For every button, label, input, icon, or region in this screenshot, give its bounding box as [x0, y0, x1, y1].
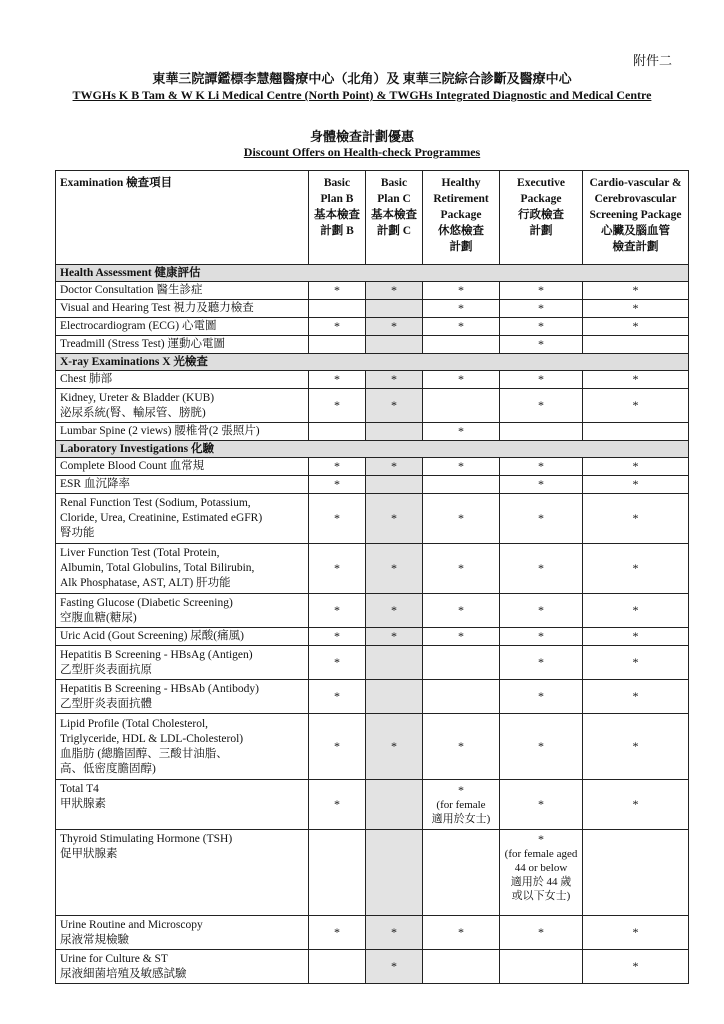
empty-cell [309, 336, 366, 354]
mark-cell: * [423, 371, 500, 389]
mark-cell: * [423, 423, 500, 441]
mark-cell: * [309, 714, 366, 780]
mark-cell: * [583, 282, 689, 300]
mark-cell: * [366, 950, 423, 984]
table-row [56, 646, 689, 680]
column-header-basic-plan-c: Basic Plan C 基本檢查 計劃 C [366, 171, 423, 265]
mark-cell: * [583, 544, 689, 594]
empty-cell [366, 680, 423, 714]
exam-item: Urine for Culture & ST 尿液細菌培殖及敏感試驗 [56, 950, 309, 984]
exam-item: Uric Acid (Gout Screening) 尿酸(痛風) [56, 628, 309, 646]
empty-cell [309, 300, 366, 318]
section-row [56, 265, 689, 282]
table-row [56, 282, 689, 300]
mark-cell: * [583, 300, 689, 318]
mark-cell: * [366, 544, 423, 594]
mark-cell: * [366, 916, 423, 950]
mark-cell: * [309, 476, 366, 494]
mark-cell: * [366, 282, 423, 300]
empty-cell [423, 646, 500, 680]
mark-cell: * [423, 544, 500, 594]
mark-cell: * [309, 544, 366, 594]
mark-cell: * [583, 389, 689, 423]
mark-cell: * [309, 646, 366, 680]
mark-cell: * [309, 594, 366, 628]
empty-cell [366, 646, 423, 680]
table-row [56, 830, 689, 916]
section-row [56, 354, 689, 371]
empty-cell [583, 423, 689, 441]
empty-cell [583, 336, 689, 354]
section-row [56, 441, 689, 458]
empty-cell [366, 423, 423, 441]
exam-item: Visual and Hearing Test 視力及聽力檢查 [56, 300, 309, 318]
mark-cell: * [309, 916, 366, 950]
empty-cell [423, 830, 500, 916]
table-row [56, 423, 689, 441]
mark-cell: * [366, 318, 423, 336]
mark-cell: * [583, 494, 689, 544]
exam-item: Liver Function Test (Total Protein, Albumin, Total Globulins, Total Bilirubin, Alk Phosphatase, AST, ALT) 肝功能 [56, 544, 309, 594]
mark-cell: * [500, 680, 583, 714]
mark-cell: * [366, 371, 423, 389]
subtitle-chinese: 身體檢查計劃優惠 [309, 129, 414, 144]
column-header-examination: Examination 檢查項目 [56, 171, 309, 265]
table-row [56, 336, 689, 354]
mark-cell: * [583, 476, 689, 494]
empty-cell [423, 336, 500, 354]
exam-item: Lumbar Spine (2 views) 腰椎骨(2 張照片) [56, 423, 309, 441]
mark-cell: * [500, 476, 583, 494]
exam-item: Electrocardiogram (ECG) 心電圖 [56, 318, 309, 336]
column-header-healthy-retirement: Healthy Retirement Package 休悠檢查 計劃 [423, 171, 500, 265]
mark-cell: * [583, 371, 689, 389]
mark-cell: * [500, 371, 583, 389]
mark-cell: * [366, 494, 423, 544]
mark-cell: * [583, 646, 689, 680]
mark-cell: * [500, 494, 583, 544]
mark-cell: * [500, 300, 583, 318]
mark-cell: * [500, 336, 583, 354]
mark-cell: * [366, 714, 423, 780]
section-heading: X-ray Examinations X 光檢查 [56, 354, 689, 371]
mark-cell: * [309, 680, 366, 714]
mark-cell: * [500, 318, 583, 336]
mark-cell: * [500, 282, 583, 300]
column-header-cardio-vascular: Cardio-vascular & Cerebrovascular Screening Package 心臟及腦血管 檢查計劃 [583, 171, 689, 265]
mark-cell: * [583, 628, 689, 646]
empty-cell [500, 423, 583, 441]
mark-cell: * [583, 680, 689, 714]
mark-cell: * [423, 282, 500, 300]
exam-item: Hepatitis B Screening - HBsAg (Antigen) 乙型肝炎表面抗原 [56, 646, 309, 680]
note-female: (for female 適用於女士) [431, 799, 491, 825]
mark-cell: * [309, 494, 366, 544]
mark-cell: * [500, 628, 583, 646]
empty-cell [366, 336, 423, 354]
mark-cell: * [309, 780, 366, 830]
mark-cell: * [500, 714, 583, 780]
mark-cell: * [423, 318, 500, 336]
table-row [56, 594, 689, 628]
table-row [56, 714, 689, 780]
mark-cell: * [583, 714, 689, 780]
exam-item: Complete Blood Count 血常規 [56, 458, 309, 476]
exam-item: ESR 血沉降率 [56, 476, 309, 494]
table-header-row [56, 171, 689, 265]
exam-item: Lipid Profile (Total Cholesterol, Triglyceride, HDL & LDL-Cholesterol) 血脂肪 (總膽固醇、三酸甘油脂、 高、低密度膽固醇) [56, 714, 309, 780]
empty-cell [423, 950, 500, 984]
mark-cell: * [423, 458, 500, 476]
exam-item: Renal Function Test (Sodium, Potassium, Cloride, Urea, Creatinine, Estimated eGFR) 腎功能 [56, 494, 309, 544]
mark-cell: * [366, 594, 423, 628]
mark-cell: * [500, 544, 583, 594]
mark-cell: * [583, 916, 689, 950]
mark-cell: * [423, 714, 500, 780]
empty-cell [500, 950, 583, 984]
mark-cell: * [423, 628, 500, 646]
mark-cell: * [309, 458, 366, 476]
empty-cell [583, 830, 689, 916]
mark-cell: * [309, 318, 366, 336]
mark-cell: * [309, 628, 366, 646]
mark-cell: * [366, 389, 423, 423]
mark-cell-with-note: * (for female aged 44 or below 適用於 44 歲 或以下女士) [500, 830, 583, 916]
mark-cell: * [500, 594, 583, 628]
table-row [56, 494, 689, 544]
column-header-basic-plan-b: Basic Plan B 基本檢查 計劃 B [309, 171, 366, 265]
mark-cell-with-note: * (for female 適用於女士) [423, 780, 500, 830]
mark-cell: * [423, 916, 500, 950]
mark-cell: * [423, 494, 500, 544]
exam-item: Total T4 甲狀腺素 [56, 780, 309, 830]
title-chinese: 東華三院譚鑑標李慧翹醫療中心（北角）及 東華三院綜合診斷及醫療中心 [152, 71, 572, 86]
empty-cell [366, 300, 423, 318]
table-row [56, 371, 689, 389]
empty-cell [423, 680, 500, 714]
mark-cell: * [309, 389, 366, 423]
mark-cell: * [309, 371, 366, 389]
exam-item: Doctor Consultation 醫生診症 [56, 282, 309, 300]
empty-cell [309, 423, 366, 441]
table-row [56, 780, 689, 830]
mark-cell: * [500, 916, 583, 950]
mark-cell: * [500, 389, 583, 423]
table-row [56, 458, 689, 476]
mark-cell: * [500, 458, 583, 476]
section-heading: Laboratory Investigations 化驗 [56, 441, 689, 458]
exam-item: Kidney, Ureter & Bladder (KUB) 泌尿系統(腎、輸尿管、膀胱) [56, 389, 309, 423]
section-heading: Health Assessment 健康評估 [56, 265, 689, 282]
table-row [56, 916, 689, 950]
mark-cell: * [583, 318, 689, 336]
subtitle-english: Discount Offers on Health-check Programmes [243, 145, 481, 159]
mark-cell: * [366, 628, 423, 646]
empty-cell [366, 830, 423, 916]
mark-cell: * [583, 458, 689, 476]
mark-cell: * [423, 300, 500, 318]
title-english: TWGHs K B Tam & W K Li Medical Centre (North Point) & TWGHs Integrated Diagnostic and Medical Centre [72, 88, 652, 102]
mark-cell: * [423, 594, 500, 628]
mark-cell: * [500, 780, 583, 830]
mark-cell: * [583, 950, 689, 984]
table-row [56, 476, 689, 494]
table-row [56, 950, 689, 984]
exam-item: Treadmill (Stress Test) 運動心電圖 [56, 336, 309, 354]
empty-cell [309, 830, 366, 916]
empty-cell [309, 950, 366, 984]
table-row [56, 389, 689, 423]
table-row [56, 300, 689, 318]
exam-item: Chest 肺部 [56, 371, 309, 389]
mark-cell: * [366, 458, 423, 476]
mark-cell: * [309, 282, 366, 300]
column-header-executive: Executive Package 行政檢查 計劃 [500, 171, 583, 265]
table-row [56, 628, 689, 646]
mark-cell: * [500, 646, 583, 680]
mark-cell: * [583, 780, 689, 830]
mark-cell: * [583, 594, 689, 628]
empty-cell [423, 389, 500, 423]
table-row [56, 318, 689, 336]
empty-cell [366, 476, 423, 494]
table-row [56, 680, 689, 714]
empty-cell [423, 476, 500, 494]
exam-item: Thyroid Stimulating Hormone (TSH) 促甲狀腺素 [56, 830, 309, 916]
annex-label: 附件二 [632, 53, 672, 68]
exam-item: Urine Routine and Microscopy 尿液常規檢驗 [56, 916, 309, 950]
empty-cell [366, 780, 423, 830]
table-row [56, 544, 689, 594]
exam-item: Fasting Glucose (Diabetic Screening) 空腹血糖(糖尿) [56, 594, 309, 628]
exam-item: Hepatitis B Screening - HBsAb (Antibody) 乙型肝炎表面抗體 [56, 680, 309, 714]
programme-table [55, 170, 689, 984]
note-female-aged: (for female aged 44 or below 適用於 44 歲 或以下女士) [504, 848, 578, 902]
